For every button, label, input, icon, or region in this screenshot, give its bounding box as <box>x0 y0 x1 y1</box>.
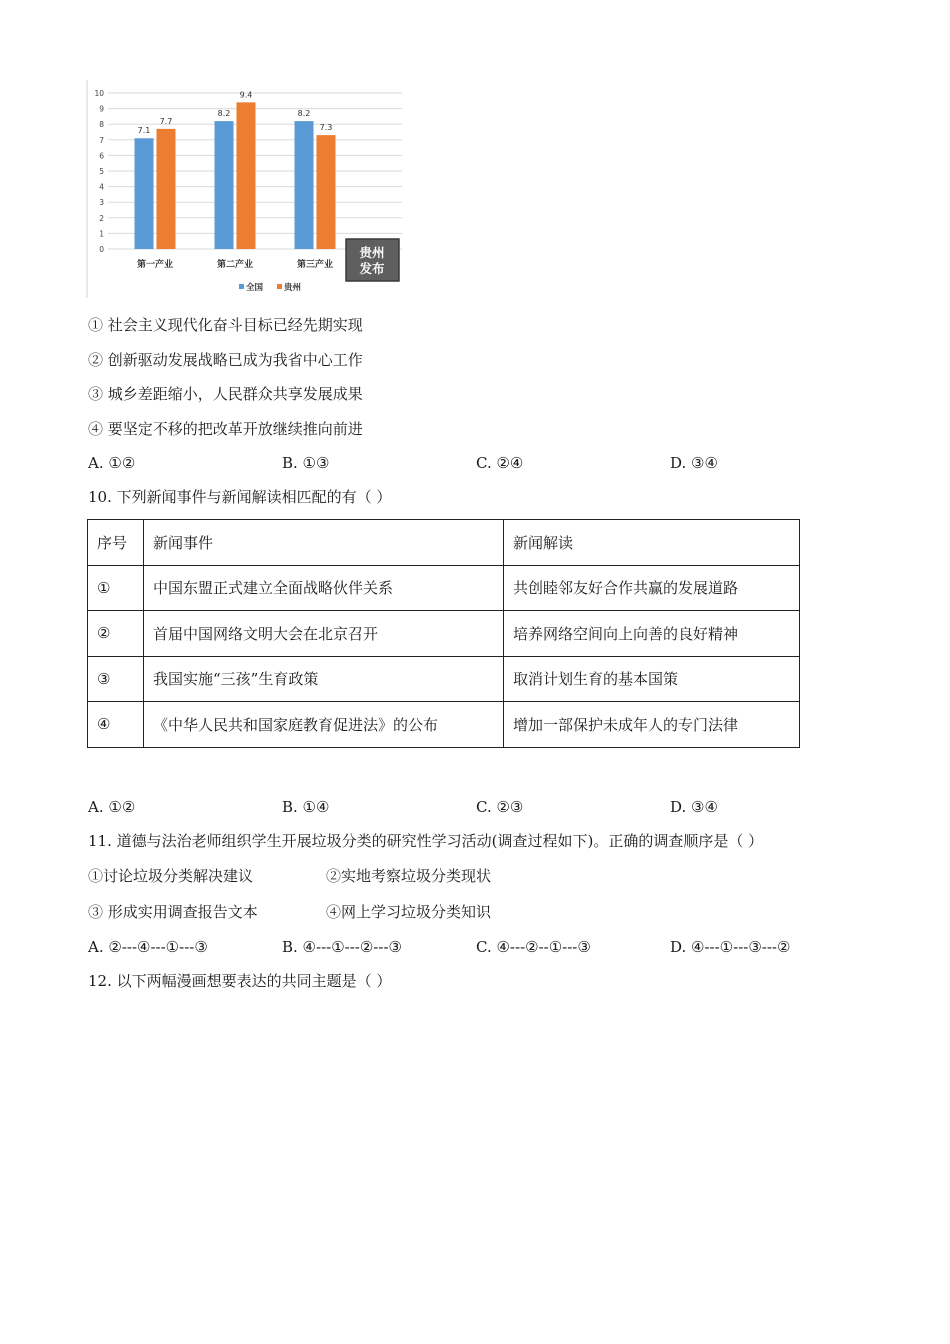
q11-step-4: ④网上学习垃圾分类知识 <box>326 903 492 921</box>
bar-贵州-第三产业 <box>317 135 336 249</box>
bar-全国-第一产业 <box>135 138 154 249</box>
y-tick-label: 1 <box>99 229 104 239</box>
y-tick-label: 2 <box>99 213 104 223</box>
header-interpretation: 新闻解读 <box>504 520 800 566</box>
x-category-label: 第一产业 <box>136 260 174 270</box>
q10-option-d[interactable]: D. ③④ <box>670 798 718 816</box>
q10-stem: 10. 下列新闻事件与新闻解读相匹配的有（ ） <box>88 488 392 506</box>
q9-option-d[interactable]: D. ③④ <box>670 454 718 472</box>
row-interpretation: 取消计划生育的基本国策 <box>504 656 800 702</box>
legend-swatch-贵州 <box>277 284 282 289</box>
data-label: 7.1 <box>137 126 151 136</box>
data-label: 9.4 <box>239 90 253 100</box>
legend-label: 贵州 <box>284 283 302 293</box>
row-event: 我国实施“三孩”生育政策 <box>144 656 504 702</box>
row-index: ② <box>88 611 144 657</box>
q9-item-2: ② 创新驱动发展战略已成为我省中心工作 <box>88 351 363 369</box>
q11-option-d[interactable]: D. ④---①---③---② <box>670 938 791 956</box>
y-tick-label: 8 <box>99 120 104 130</box>
x-category-label: 第二产业 <box>216 260 254 270</box>
q9-option-c[interactable]: C. ②④ <box>476 454 524 472</box>
q9-option-b[interactable]: B. ①③ <box>282 454 330 472</box>
y-tick-label: 5 <box>99 167 104 176</box>
table-row <box>88 611 800 657</box>
y-tick-label: 6 <box>99 151 104 161</box>
row-index: ④ <box>88 702 144 748</box>
table-row <box>88 565 800 611</box>
news-table <box>87 519 800 748</box>
table-row <box>88 656 800 702</box>
q12-stem: 12. 以下两幅漫画想要表达的共同主题是（ ） <box>88 972 392 990</box>
q10-option-c[interactable]: C. ②③ <box>476 798 524 816</box>
bar-贵州-第二产业 <box>237 102 256 249</box>
row-interpretation: 共创睦邻友好合作共赢的发展道路 <box>504 565 800 611</box>
y-tick-label: 9 <box>99 104 104 114</box>
bar-贵州-第一产业 <box>157 129 176 249</box>
q9-item-3: ③ 城乡差距缩小，人民群众共享发展成果 <box>88 385 363 403</box>
legend-swatch-全国 <box>239 284 244 289</box>
y-tick-label: 7 <box>99 135 104 145</box>
table-row <box>88 702 800 748</box>
data-label: 8.2 <box>217 109 231 119</box>
row-index: ① <box>88 565 144 611</box>
q11-option-a[interactable]: A. ②---④---①---③ <box>88 938 208 956</box>
table-header-row <box>88 520 800 566</box>
data-label: 8.2 <box>297 109 311 119</box>
row-event: 中国东盟正式建立全面战略伙伴关系 <box>144 565 504 611</box>
y-tick-label: 10 <box>94 89 104 98</box>
bar-全国-第二产业 <box>215 121 234 249</box>
q11-stem: 11. 道德与法治老师组织学生开展垃圾分类的研究性学习活动(调查过程如下)。正确的调查顺序是（ ） <box>88 832 764 850</box>
bar-全国-第三产业 <box>295 121 314 249</box>
row-interpretation: 培养网络空间向上向善的良好精神 <box>504 611 800 657</box>
q11-option-b[interactable]: B. ④---①---②---③ <box>282 938 402 956</box>
row-event: 首届中国网络文明大会在北京召开 <box>144 611 504 657</box>
q10-option-b[interactable]: B. ①④ <box>282 798 330 816</box>
legend-label: 全国 <box>246 283 264 293</box>
row-index: ③ <box>88 656 144 702</box>
data-label: 7.3 <box>319 123 333 133</box>
header-index: 序号 <box>88 520 144 566</box>
q10-option-a[interactable]: A. ①② <box>88 798 136 816</box>
q11-step-2: ②实地考察垃圾分类现状 <box>326 867 492 885</box>
row-event: 《中华人民共和国家庭教育促进法》的公布 <box>144 702 504 748</box>
x-category-label: 第三产业 <box>296 260 334 270</box>
y-tick-label: 4 <box>99 182 104 192</box>
q9-option-a[interactable]: A. ①② <box>88 454 136 472</box>
data-label: 7.7 <box>159 116 173 126</box>
y-tick-label: 0 <box>99 245 104 254</box>
q9-item-1: ① 社会主义现代化奋斗目标已经先期实现 <box>88 316 363 334</box>
q9-item-4: ④ 要坚定不移的把改革开放继续推向前进 <box>88 420 363 438</box>
header-event: 新闻事件 <box>144 520 504 566</box>
q11-step-3: ③ 形成实用调查报告文本 <box>88 903 258 921</box>
y-tick-label: 3 <box>99 198 104 208</box>
row-interpretation: 增加一部保护未成年人的专门法律 <box>504 702 800 748</box>
industry-growth-bar-chart <box>86 76 404 298</box>
watermark-text-line2: 发布 <box>359 261 385 276</box>
q11-option-c[interactable]: C. ④---②--①---③ <box>476 938 591 956</box>
watermark-text-line1: 贵州 <box>359 245 385 260</box>
q11-step-1: ①讨论垃圾分类解决建议 <box>88 867 254 885</box>
